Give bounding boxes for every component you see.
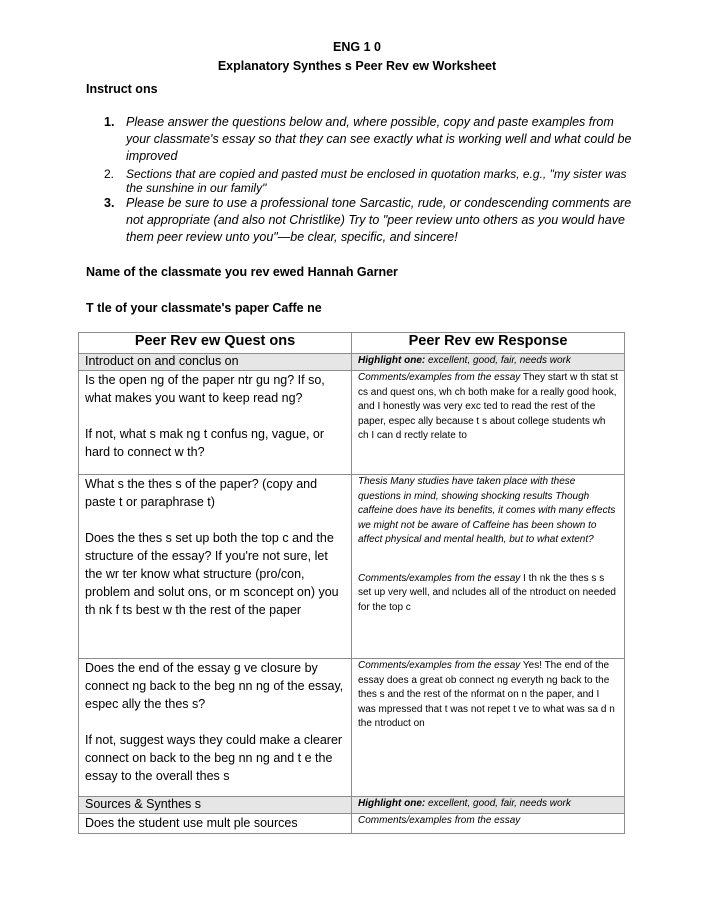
table-row	[79, 659, 625, 797]
instruction-number: 2.	[104, 167, 115, 181]
instruction-number: 1.	[104, 115, 115, 129]
instruction-text: Please be sure to use a professional tone Sarcastic, rude, or condescending comments are not appropriate (and also not Christlike) Try to "peer review unto others as you would have them peer review unto you"—be clear, specific, and sincere!	[126, 196, 632, 244]
table-row	[79, 475, 625, 659]
thesis-text: Many studies have taken place with these questions in mind, showing shocking results Though caffeine does have its benefits, it comes with many effects we might not be aware of Caffeine has been shown to affect physical and mental health, but to what extent?	[358, 476, 616, 545]
section-label: Sources & Synthes s	[79, 797, 352, 814]
comment-block	[358, 572, 618, 616]
table-row	[79, 371, 625, 475]
instruction-item	[104, 114, 634, 165]
question-text: Is the open ng of the paper ntr gu ng? If so, what makes you want to keep read ng?	[85, 373, 325, 405]
question-text: Does the student use mult ple sources	[85, 816, 298, 830]
response-cell[interactable]	[352, 659, 625, 797]
response-text: They start w th stat st cs and quest ons, wh ch both make for a really good hook, and I honestly was very exc ted to read the rest of the paper, espec ally because t s about college students wh ch I can d rectly relate to	[358, 372, 618, 441]
question-cell	[79, 475, 352, 659]
highlight-options: excellent, good, fair, needs work	[425, 355, 571, 366]
question-text: Does the end of the essay g ve closure by connect ng back to the beg nn ng of the essay, espec ally the thes s?	[85, 661, 344, 711]
instructions-heading: Instruct ons	[86, 82, 158, 96]
instruction-number: 3.	[104, 196, 115, 210]
course-code: ENG 1 0	[333, 40, 381, 54]
table-header-row	[79, 333, 625, 354]
instructions-list	[104, 114, 634, 246]
highlight-label: Highlight one:	[358, 798, 426, 809]
highlight-label: Highlight one:	[358, 355, 426, 366]
response-cell[interactable]	[352, 371, 625, 475]
response-label: Comments/examples from the essay	[358, 660, 521, 671]
response-text: Yes! The end of the essay does a great ob connect ng everyth ng back to the thes s and the rest of the nformat on n the paper, and I was mpressed that t was not repet t ve to what was sa d n the ntroduct on	[358, 660, 615, 729]
response-label: Comments/examples from the essay	[358, 815, 521, 826]
instruction-text: Sections that are copied and pasted must be enclosed in quotation marks, e.g., "my sister was the sunshine in our family"	[126, 167, 627, 195]
thesis-block	[358, 475, 618, 548]
instruction-item	[104, 195, 634, 246]
section-label: Introduct on and conclus on	[79, 354, 352, 371]
response-label: Comments/examples from the essay	[358, 572, 521, 584]
section-row-sources	[79, 797, 625, 814]
questions-column-header: Peer Rev ew Quest ons	[79, 333, 352, 354]
instruction-text: Please answer the questions below and, where possible, copy and paste examples from your classmate's essay so that they can see exactly what is working well and what could be improved	[126, 115, 632, 163]
table-row	[79, 814, 625, 834]
response-cell[interactable]	[352, 814, 625, 834]
worksheet-title: Explanatory Synthes s Peer Rev ew Worksheet	[217, 59, 497, 73]
highlight-options: excellent, good, fair, needs work	[425, 798, 571, 809]
paper-title-line: T tle of your classmate's paper Caffe ne	[86, 301, 322, 315]
instruction-item	[104, 167, 634, 195]
response-column-header: Peer Rev ew Response	[352, 333, 625, 354]
response-label: Comments/examples from the essay	[358, 372, 521, 383]
question-text: What s the thes s of the paper? (copy and paste t or paraphrase t)	[85, 477, 318, 509]
response-cell[interactable]	[352, 475, 625, 659]
question-cell	[79, 814, 352, 834]
classmate-name-line: Name of the classmate you rev ewed Hannah Garner	[86, 265, 398, 279]
peer-review-table	[78, 332, 625, 834]
response-text: I th nk the thes s s set up very well, and ncludes all of the ntroduct on needed for the top c	[358, 572, 616, 613]
question-text: Does the thes s set up both the top c and the structure of the essay? If you're not sure, let the wr ter know what structure (pro/con, problem and solut ons, or m sconcept on) you th nk f ts best w th the rest of the paper	[85, 531, 339, 617]
question-cell	[79, 371, 352, 475]
question-text: If not, suggest ways they could make a clearer connect on back to the beg nn ng and t e the essay to the overall thes s	[85, 733, 343, 783]
thesis-label: Thesis	[358, 476, 388, 487]
highlight-cell	[352, 354, 625, 371]
highlight-cell	[352, 797, 625, 814]
question-text: If not, what s mak ng t confus ng, vague, or hard to connect w th?	[85, 427, 325, 459]
question-cell	[79, 659, 352, 797]
section-row-intro	[79, 354, 625, 371]
